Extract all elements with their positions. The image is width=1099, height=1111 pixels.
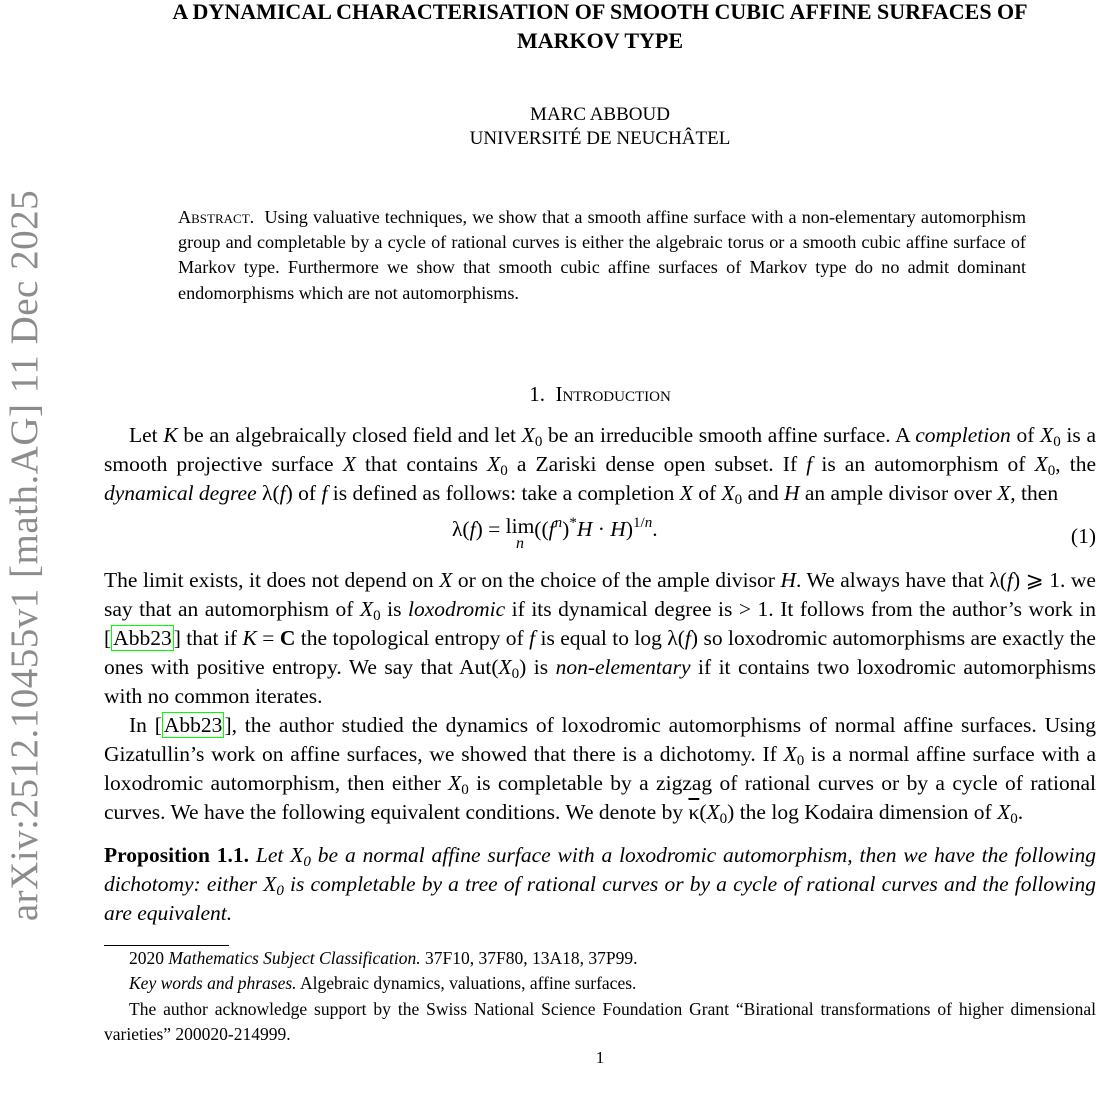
citation-link[interactable]: Abb23 — [113, 625, 172, 650]
paper-page — [104, 0, 1096, 1068]
proposition-1-1: Proposition 1.1. Let $X_0$ be a normal affine surface with a loxodromic automorphism, then we have the following dichotomy: either $X_0$ is completable by a tree of rational curves or by a cycle of rational curves and the following are equivalent. — [104, 842, 1097, 925]
intro-paragraph-3: In [Abb23], the author studied the dynamics of loxodromic automorphisms of normal affine surfaces. Using Gizatullin’s work on affine surfaces, we showed that there is a dichotomy. If $X_0$ is a normal affine surface with a loxodromic automorphism, then either $X_0$ is completable by a zigzag of rational curves or by a cycle of rational curves. We have the following equivalent conditions. We denote by $\overline{\kappa}(X_0)$ the log Kodaira dimension of $X_0$. — [104, 712, 1096, 827]
page-number: 1 — [595, 1047, 605, 1067]
equation-expression: λ(f) = lim n $((f^n)^*H \cdot H)^{1/n}$. — [452, 513, 658, 552]
abstract-text: Using valuative techniques, we show that a smooth affine surface with a non-elementary automorphism group and completable by a cycle of rational curves is either the algebraic torus or a smooth cubic affine surface of Markov type. Furthermore we show that smooth cubic affine surfaces of Markov type do no admit dominant endomorphisms which are not automorphisms. — [178, 207, 1027, 303]
equation-number: (1) — [1070, 523, 1096, 548]
footnote-acknowledgement: The author acknowledge support by the Swiss National Science Foundation Grant “Birational transformations of higher dimensional varieties” 200020-214999. — [104, 998, 1096, 1045]
footnote-keywords: Key words and phrases. Algebraic dynamics, valuations, affine surfaces. — [129, 973, 637, 994]
intro-paragraph-2: The limit exists, it does not depend on X or on the choice of the ample divisor H. We always have that λ(f) ⩾ 1. we say that an automorphism of $X_0$ is loxodromic if its dynamical degree is > 1. It follows from the author’s work in [Abb23] that if K = C the topological entropy of f is equal to log λ(f) so loxodromic automorphisms are exactly the ones with positive entropy. We say that $Aut(X_0)$ is non-elementary if it contains two loxodromic automorphisms with no common iterates. — [104, 567, 1096, 708]
intro-paragraph-1: Let K be an algebraically closed field and let $X_0$ be an irreducible smooth affine surface. A completion of $X_0$ is a smooth projective surface X that contains $X_0$ a Zariski dense open subset. If f is an automorphism of $X_0$, the dynamical degree λ(f) of f is defined as follows: take a completion X of $X_0$ and H an ample divisor over X, then — [104, 422, 1097, 508]
paper-title: A DYNAMICAL CHARACTERISATION OF SMOOTH CUBIC AFFINE SURFACES OF MARKOV TYPE — [172, 0, 1028, 53]
section-heading: 1. Introduction — [529, 381, 671, 406]
proposition-label: Proposition 1.1. — [104, 842, 250, 867]
author-block — [104, 103, 1096, 151]
footnote-msc: 2020 Mathematics Subject Classification. 37F10, 37F80, 13A18, 37P99. — [129, 947, 638, 968]
abstract-label: Abstract. — [178, 207, 255, 227]
abstract — [178, 205, 1026, 306]
arxiv-sidebar-stamp — [0, 160, 50, 950]
citation-link[interactable]: Abb23 — [163, 712, 223, 737]
author-name: MARC ABBOUD — [530, 104, 670, 125]
arxiv-id: arXiv:2512.10455v1 [math.AG] 11 Dec 2025 — [3, 189, 47, 921]
author-affiliation: UNIVERSITÉ DE NEUCHÂTEL — [469, 128, 731, 149]
equation-1 — [104, 508, 1096, 566]
